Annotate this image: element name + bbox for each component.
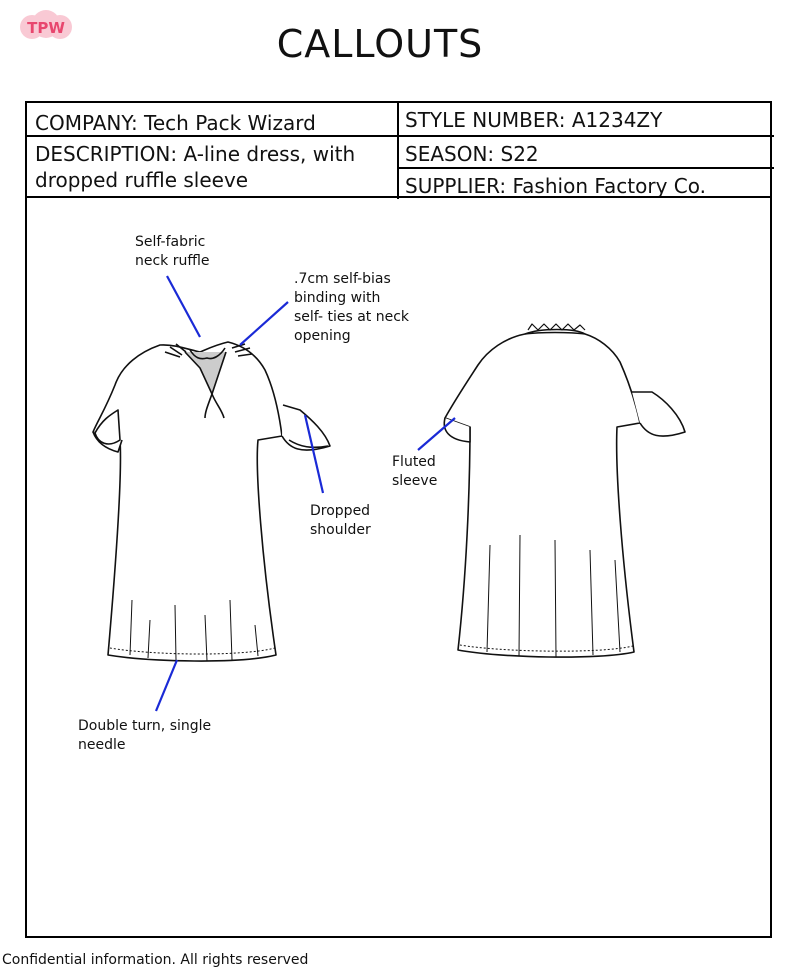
style-number-field: STYLE NUMBER: A1234ZY xyxy=(405,108,663,132)
description-field: DESCRIPTION: A-line dress, with dropped ruffle sleeve xyxy=(35,142,356,192)
header-divider xyxy=(397,167,774,169)
header-divider-vertical xyxy=(397,103,399,199)
callout-neck-ruffle: Self-fabric neck ruffle xyxy=(135,234,210,269)
callout-dropped-shoulder: Dropped shoulder xyxy=(310,503,371,538)
svg-text:TPW: TPW xyxy=(27,19,65,37)
confidentiality-footer: Confidential information. All rights reserved xyxy=(2,952,309,968)
season-field: SEASON: S22 xyxy=(405,142,539,166)
page-title: CALLOUTS xyxy=(276,22,484,66)
callout-hem: Double turn, single needle xyxy=(78,718,212,753)
dress-back-sketch xyxy=(444,324,685,657)
supplier-field: SUPPLIER: Fashion Factory Co. xyxy=(405,174,706,198)
callout-fluted-sleeve: Fluted sleeve xyxy=(392,454,438,489)
callout-line-neck-ruffle xyxy=(167,276,200,337)
callout-bias-binding: .7cm self-bias binding with self- ties at neck opening xyxy=(294,271,410,344)
dress-front-sketch xyxy=(93,342,330,661)
callout-line-bias-binding xyxy=(240,302,288,345)
company-field: COMPANY: Tech Pack Wizard xyxy=(35,111,316,135)
spec-header-table xyxy=(25,101,772,197)
callout-line-hem xyxy=(156,660,177,711)
